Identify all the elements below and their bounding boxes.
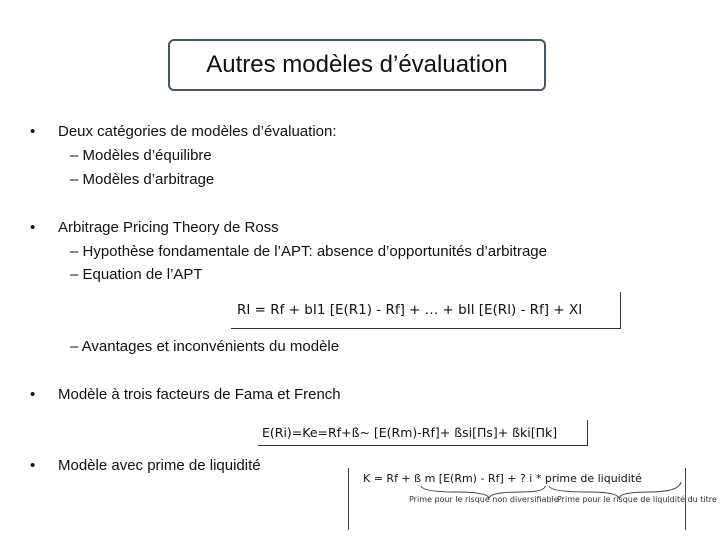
title-box <box>168 39 546 91</box>
apt-formula <box>231 292 621 329</box>
bullet: • <box>30 123 36 140</box>
fama-french-formula-text: E(Ri)=Ke=Rf+ß~ [E(Rm)-Rf]+ ßsi[Πs]+ ßki[Πk] <box>262 425 558 440</box>
fama-french-formula <box>258 420 588 446</box>
bullet: • <box>30 386 36 403</box>
note-liquidity-risk: Prime pour le risque de liquidité du titre <box>557 495 717 504</box>
bullet-text: Arbitrage Pricing Theory de Ross <box>58 219 279 236</box>
bullet-text: Modèle à trois facteurs de Fama et French <box>58 386 341 403</box>
sub-item: – Modèles d’arbitrage <box>70 171 215 188</box>
liquidity-formula-text: K = Rf + ß m [E(Rm) - Rf] + ? i * prime de liquidité <box>363 472 642 485</box>
liquidity-formula <box>348 468 717 530</box>
apt-formula-text: RI = Rf + bI1 [E(R1) - Rf] + … + bIl [E(Rl) - Rf] + XI <box>237 302 583 318</box>
sub-item: – Equation de l’APT <box>70 266 203 283</box>
sub-item: – Avantages et inconvénients du modèle <box>70 338 340 355</box>
sub-item: – Hypothèse fondamentale de l’APT: absence d’opportunités d’arbitrage <box>70 243 547 260</box>
note-systematic-risk: Prime pour le risque non diversifiable <box>409 495 559 504</box>
bullet: • <box>30 219 36 236</box>
slide-title: Autres modèles d’évaluation <box>206 51 508 78</box>
bullet-text: Deux catégories de modèles d’évaluation: <box>58 123 337 140</box>
bullet: • <box>30 457 36 474</box>
bullet-text: Modèle avec prime de liquidité <box>58 457 261 474</box>
sub-item: – Modèles d’équilibre <box>70 147 212 164</box>
